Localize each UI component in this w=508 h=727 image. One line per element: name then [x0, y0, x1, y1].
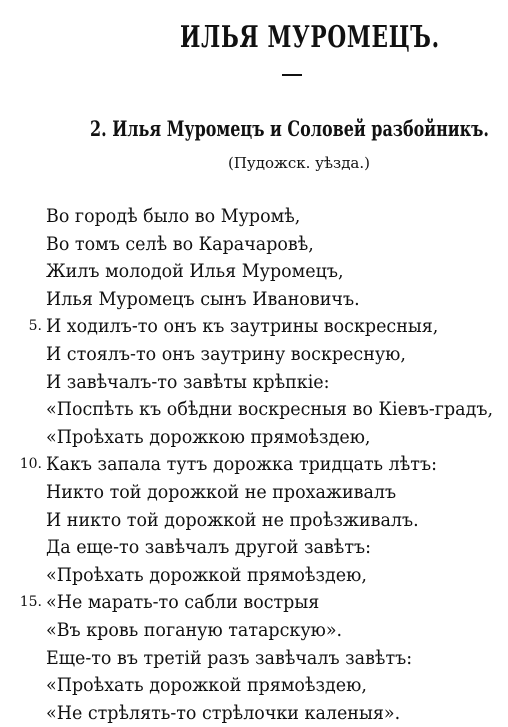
- poem-line: [12, 313, 498, 341]
- poem-line: [12, 258, 498, 286]
- line-text: Во томъ селѣ во Карачаровѣ,: [46, 232, 314, 255]
- line-text: И стоялъ-то онъ заутрину воскресную,: [46, 342, 406, 365]
- poem-line: [12, 479, 498, 507]
- poem-line: [12, 507, 498, 535]
- poem-line: [12, 424, 498, 452]
- line-text: «Не стрѣлять-то стрѣлочки каленыя».: [46, 701, 401, 724]
- poem-line: [12, 396, 498, 424]
- page-title: ИЛЬЯ МУРОМЕЦЪ.: [180, 20, 440, 55]
- poem-line: [12, 451, 498, 479]
- poem-line: [12, 341, 498, 369]
- line-text: И ходилъ-то онъ къ заутрины воскресныя,: [46, 315, 439, 338]
- line-text: И завѣчалъ-то завѣты крѣпкiе:: [46, 370, 330, 393]
- poem-line: [12, 203, 498, 231]
- line-text: «Проѣхать дорожкою прямоѣздею,: [46, 425, 371, 448]
- line-text: Да еще-то завѣчалъ другой завѣтъ:: [46, 536, 372, 559]
- poem-line: [12, 645, 498, 673]
- poem-line: [12, 231, 498, 259]
- poem-line: [12, 672, 498, 700]
- source-note: (Пудожск. уѣзда.): [228, 154, 370, 172]
- line-text: «Проѣхать дорожкой прямоѣздею,: [46, 674, 367, 697]
- poem-heading: 2. Илья Муромецъ и Соловей разбойникъ.: [90, 116, 489, 141]
- poem-line: [12, 562, 498, 590]
- line-number: 10.: [19, 456, 42, 473]
- poem-line: [12, 589, 498, 617]
- poem-line: [12, 286, 498, 314]
- line-text: «Не марать-то сабли вострыя: [46, 591, 320, 614]
- poem-line: [12, 369, 498, 397]
- line-text: «Проѣхать дорожкой прямоѣздею,: [46, 563, 367, 586]
- line-text: «Поспѣть къ обѣдни воскресныя во Кiевъ-градъ,: [46, 398, 494, 421]
- line-number: 5.: [28, 318, 42, 335]
- poem-body: [12, 203, 498, 727]
- line-text: Еще-то въ третiй разъ завѣчалъ завѣтъ:: [46, 646, 413, 669]
- line-text: Какъ запала тутъ дорожка тридцать лѣтъ:: [46, 453, 437, 476]
- line-text: Илья Муромецъ сынъ Ивановичъ.: [46, 287, 360, 310]
- poem-line: [12, 617, 498, 645]
- line-text: Жилъ молодой Илья Муромецъ,: [46, 260, 344, 283]
- line-text: Никто той дорожкой не прохаживалъ: [46, 480, 397, 503]
- poem-line: [12, 534, 498, 562]
- title-rule: [282, 74, 302, 76]
- line-text: «Въ кровь поганую татарскую».: [46, 618, 343, 641]
- line-text: И никто той дорожкой не проѣзживалъ.: [46, 508, 419, 531]
- poem-line: [12, 700, 498, 727]
- line-text: Во городѣ было во Муромѣ,: [46, 205, 301, 227]
- line-number: 15.: [19, 594, 42, 611]
